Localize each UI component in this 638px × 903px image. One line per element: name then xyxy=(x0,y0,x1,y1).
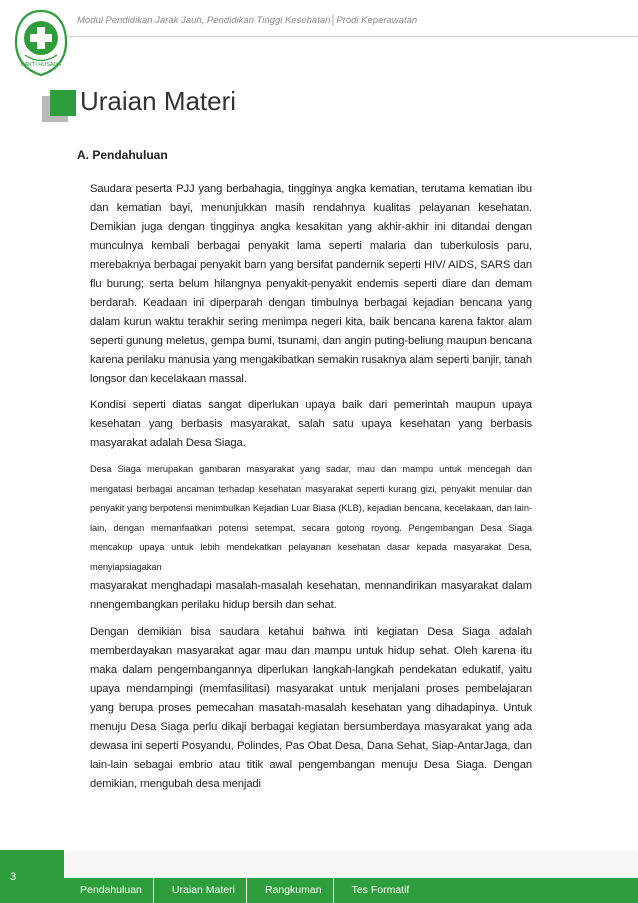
section-title: Uraian Materi xyxy=(80,86,237,116)
logo-text: BAKTI HUSADA xyxy=(20,62,62,68)
subheading: A. Pendahuluan xyxy=(77,148,168,162)
top-strip xyxy=(0,0,638,8)
nav-tes-formatif[interactable]: Tes Formatif xyxy=(351,884,410,896)
paragraph-conclusion: Dengan demikian bisa saudara ketahui bahwa inti kegiatan Desa Siaga adalah memberdayakan masyarakat agar mau dan mampu untuk hidup sehat. Oleh karena itu maka dalam pengembangannya diperlukan langkah-langkah pendekatan edukatif, yaitu upaya mendarnpingi (memfasilitasi) masyarakat untuk menjalani proses pembelajaran yang berupa proses pemecahan masatah-masalah kesehatan yang dihadapinya. Untuk menuju Desa Siaga perlu dikaji berbagai kegiatan bersumberdaya masyarakat yang ada dewasa ini seperti Posyandu, Polindes, Pas Obat Desa, Dana Sehat, Siap-AntarJaga, dan lain-lain sebagai embrio atau titik awal pengembangan menuju Desa Siaga. Dengan demikian, rnengubah desa menjadi xyxy=(90,626,532,790)
paragraph-intro: Saudara peserta PJJ yang berbahagia, tingginya angka kematian, terutama kematian ibu dan kematian bayi, menunjukkan masih rendahnya kualitas pelayanan kesehatan. Demikian juga dengan tingginya angka kesakitan yang akhir-akhir ini ditandai dengan munculnya kembali berbagai penyakit lama seperti malaria dan tuberkulosis paru, merebaknya berbagai penyakit barn yang bersifat pandernik seperti HIV/ AIDS, SARS dan flu burung; serta belum hilangnya penyakit-penyakit endemis seperti diare dan demam berdarah. Keadaan ini diperparah dengan timbulnya berbagai kejadian bencana yang dalam kurun waktu terakhir sering menimpa negeri kita, baik bencana karena faktor alam seperti gunung meletus, gempa bumi, tsunami, dan angin puting-beliung maupun bencana karena perilaku manusia yang mengakibatkan semakin rusaknya alam seperti banjir, tanah longsor dan kecelakaan massal. xyxy=(90,183,532,385)
paragraph-condition: Kondisi seperti diatas sangat diperlukan upaya baik dari pemerintah maupun upaya kesehatan yang berbasis masyarakat, salah satu upaya kesehatan yang berbasis masyarakat adalah Desa Siaga. xyxy=(90,399,532,449)
running-header: Modul Pendidikan Jarak Jauh, Pendidikan Tinggi Kesehatan│Prodi Keperawatan xyxy=(77,15,418,26)
paragraph-desa-siaga-tail: masyarakat menghadapi masalah-masalah kesehatan, mennandirikan masyarakat dalam nnengembangkan perilaku hidup bersih dan sehat. xyxy=(90,580,532,611)
bakti-husada-logo-icon xyxy=(13,8,69,78)
nav-pendahuluan[interactable]: Pendahuluan xyxy=(64,878,154,903)
nav-rangkuman[interactable]: Rangkuman xyxy=(247,878,334,903)
section-marker-green xyxy=(50,90,76,116)
footer-navigation xyxy=(64,878,638,903)
page-number: 3 xyxy=(10,871,17,883)
paragraph-desa-siaga: Desa Siaga merupakan gambaran masyarakat yang sadar, mau dan mampu untuk mencegah dan mengatasi berbagai ancaman terhadap kesehatan masyarakat seperti kurang gizi, penyakit menular dan penyakit yang berpotensi menimbulkan Kejadian Luar Biasa (KLB), kejadian bencana, kecelakaan, dan lain-lain, dengan memanfaatkan potensi setempat, secara gotong royong. Pengembangan Desa Siaga mencakup upaya untuk lebih mendekatkan pelayanan kesehatan dasar kepada masyarakat Desa, menyiapsiagakan xyxy=(90,464,532,572)
nav-uraian-materi[interactable]: Uraian Materi xyxy=(154,878,247,903)
header-divider xyxy=(68,36,638,37)
body-text xyxy=(90,180,532,801)
